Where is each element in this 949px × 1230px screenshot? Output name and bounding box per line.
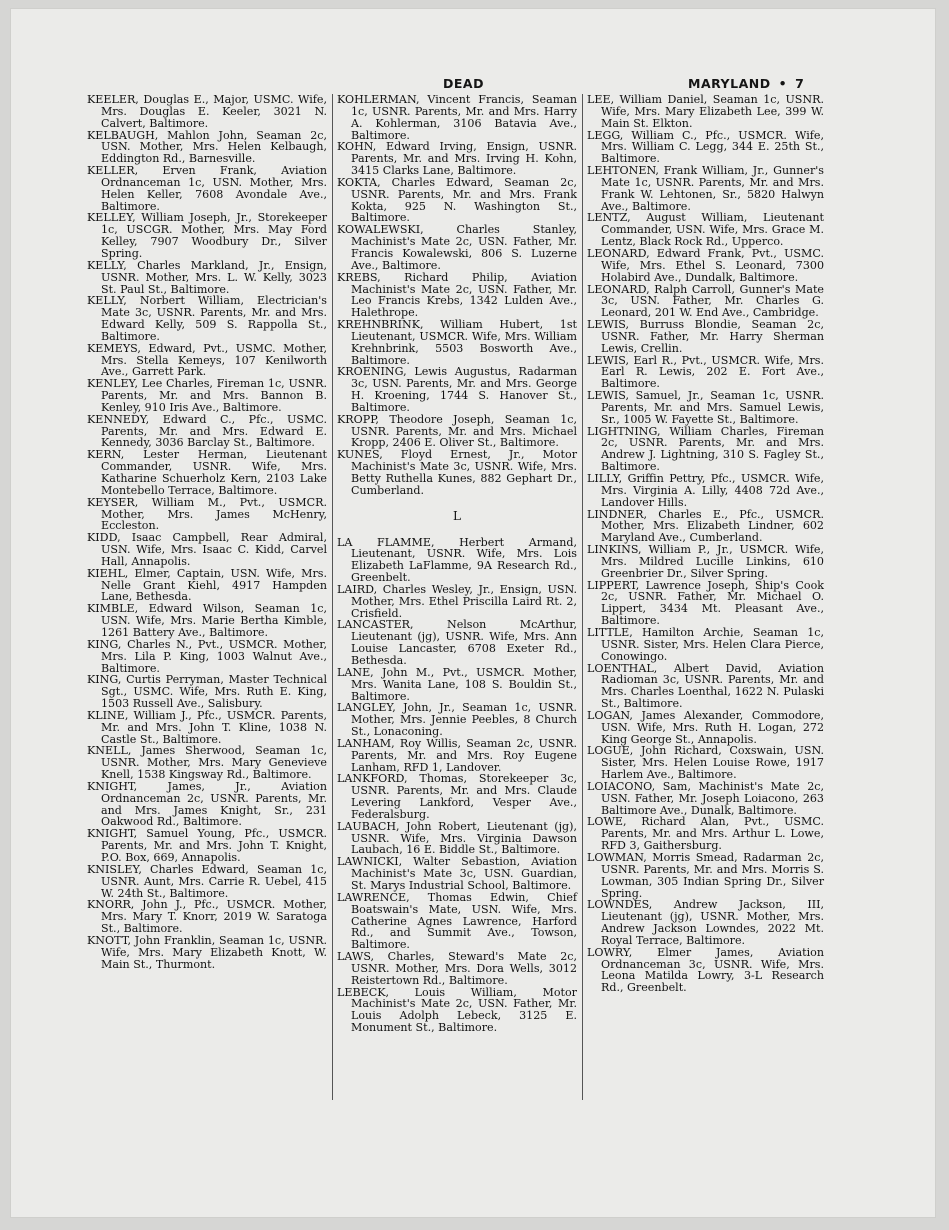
column-1 bbox=[87, 94, 327, 970]
casualty-entry: LEWIS, Burruss Blondie, Seaman 2c, USNR. Father, Mr. Harry Sherman Lewis, Crellin. bbox=[587, 318, 824, 355]
casualty-entry: LIPPERT, Lawrence Joseph, Ship's Cook 2c, USNR. Father, Mr. Michael O. Lippert, 3434 Mt. Pleasant Ave., Baltimore. bbox=[587, 578, 824, 628]
casualty-entry: LITTLE, Hamilton Archie, Seaman 1c, USNR. Sister, Mrs. Helen Clara Pierce, Conowingo. bbox=[587, 625, 824, 663]
casualty-entry: LAWNICKI, Walter Sebastion, Aviation Machinist's Mate 3c, USN. Guardian, St. Marys Industrial School, Baltimore. bbox=[337, 855, 577, 892]
page-number: 7 bbox=[795, 76, 805, 91]
casualty-entry: KING, Charles N., Pvt., USMCR. Mother, Mrs. Lila P. King, 1003 Walnut Ave., Baltimore. bbox=[87, 637, 327, 675]
casualty-entry: LANGLEY, John, Jr., Seaman 1c, USNR. Mother, Mrs. Jennie Peebles, 8 Church St., Lonaconing. bbox=[337, 701, 577, 739]
casualty-entry: LAUBACH, John Robert, Lieutenant (jg), USNR. Wife, Mrs. Virginia Dawson Laubach, 16 E. Biddle St., Baltimore. bbox=[337, 819, 577, 857]
casualty-entry: KNIGHT, James, Jr., Aviation Ordnanceman 2c, USNR. Parents, Mr. and Mrs. James Knight, Sr., 231 Oakwood Rd., Baltimore. bbox=[87, 779, 327, 829]
casualty-entry: LAWRENCE, Thomas Edwin, Chief Boatswain's Mate, USN. Wife, Mrs. Catherine Agnes Lawrence, Harford Rd., and Summit Ave., Towson, Baltimore. bbox=[337, 890, 577, 952]
casualty-entry: KELLY, Norbert William, Electrician's Mate 3c, USNR. Parents, Mr. and Mrs. Edward Kelly, 509 S. Rappolla St., Baltimore. bbox=[87, 294, 327, 343]
casualty-entry: KOKTA, Charles Edward, Seaman 2c, USNR. Parents, Mr. and Mrs. Frank Kokta, 925 N. Washington St., Baltimore. bbox=[337, 175, 577, 225]
casualty-entry: LEONARD, Ralph Carroll, Gunner's Mate 3c, USN. Father, Mr. Charles G. Leonard, 201 W. End Ave., Cambridge. bbox=[587, 282, 824, 320]
casualty-entry: KNIGHT, Samuel Young, Pfc., USMCR. Parents, Mr. and Mrs. John T. Knight, P.O. Box, 669, Annapolis. bbox=[87, 827, 327, 864]
casualty-entry: KOWALEWSKI, Charles Stanley, Machinist's Mate 2c, USN. Father, Mr. Francis Kowalewski, 806 S. Luzerne Ave., Baltimore. bbox=[337, 223, 577, 272]
casualty-entry: KNISLEY, Charles Edward, Seaman 1c, USNR. Aunt, Mrs. Carrie R. Uebel, 415 W. 24th St., Baltimore. bbox=[87, 862, 327, 900]
casualty-entry: KROENING, Lewis Augustus, Radarman 3c, USN. Parents, Mr. and Mrs. George H. Kroening, 1744 S. Hanover St., Baltimore. bbox=[337, 365, 577, 414]
casualty-entry: KEYSER, William M., Pvt., USMCR. Mother, Mrs. James McHenry, Eccleston. bbox=[87, 495, 327, 533]
casualty-entry: LOIACONO, Sam, Machinist's Mate 2c, USN. Father, Mr. Joseph Loiacono, 263 Baltimore Ave., Dunalk, Baltimore. bbox=[587, 779, 824, 817]
page-header-title: DEAD bbox=[443, 76, 484, 91]
casualty-entry: KROPP, Theodore Joseph, Seaman 1c, USNR. Parents, Mr. and Mrs. Michael Kropp, 2406 E. Oliver St., Baltimore. bbox=[337, 412, 577, 450]
casualty-entry: KIMBLE, Edward Wilson, Seaman 1c, USN. Wife, Mrs. Marie Bertha Kimble, 1261 Battery Ave., Baltimore. bbox=[87, 602, 327, 639]
casualty-entry: LILLY, Griffin Pettry, Pfc., USMCR. Wife, Mrs. Virginia A. Lilly, 4408 72d Ave., Landover Hills. bbox=[587, 472, 824, 509]
casualty-entry: LINKINS, William P., Jr., USMCR. Wife, Mrs. Mildred Lucille Linkins, 610 Greenbrier Dr., Silver Spring. bbox=[587, 543, 824, 580]
casualty-entry: KING, Curtis Perryman, Master Technical Sgt., USMC. Wife, Mrs. Ruth E. King, 1503 Russell Ave., Salisbury. bbox=[87, 673, 327, 711]
casualty-entry: LEWIS, Earl R., Pvt., USMCR. Wife, Mrs. Earl R. Lewis, 202 E. Fort Ave., Baltimore. bbox=[587, 353, 824, 391]
casualty-entry: LEONARD, Edward Frank, Pvt., USMC. Wife, Mrs. Ethel S. Leonard, 7300 Holabird Ave., Dundalk, Baltimore. bbox=[587, 246, 824, 284]
casualty-entry: LOGAN, James Alexander, Commodore, USN. Wife, Mrs. Ruth H. Logan, 272 King George St., Annapolis. bbox=[587, 708, 824, 746]
page-header-right bbox=[688, 76, 804, 91]
section-letter-heading: L bbox=[453, 508, 461, 523]
casualty-entry: LEWIS, Samuel, Jr., Seaman 1c, USNR. Parents, Mr. and Mrs. Samuel Lewis, Sr., 1005 W. Fayette St., Baltimore. bbox=[587, 389, 824, 426]
casualty-entry: KUNES, Floyd Ernest, Jr., Motor Machinist's Mate 3c, USNR. Wife, Mrs. Betty Ruthella Kunes, 882 Gephart Dr., Cumberland. bbox=[337, 448, 577, 497]
casualty-entry: KNOTT, John Franklin, Seaman 1c, USNR. Wife, Mrs. Mary Elizabeth Knott, W. Main St., Thurmont. bbox=[87, 933, 327, 971]
casualty-entry: LANCASTER, Nelson McArthur, Lieutenant (jg), USNR. Wife, Mrs. Ann Louise Lancaster, 6708 Exeter Rd., Bethesda. bbox=[337, 618, 577, 667]
column-divider bbox=[582, 94, 583, 1100]
casualty-entry: LINDNER, Charles E., Pfc., USMCR. Mother, Mrs. Elizabeth Lindner, 602 Maryland Ave., Cumberland. bbox=[587, 507, 824, 545]
casualty-entry: LANKFORD, Thomas, Storekeeper 3c, USNR. Parents, Mr. and Mrs. Claude Levering Lankford, Vesper Ave., Federalsburg. bbox=[337, 772, 577, 821]
casualty-entry: KNELL, James Sherwood, Seaman 1c, USNR. Mother, Mrs. Mary Genevieve Knell, 1538 Kingsway Rd., Baltimore. bbox=[87, 744, 327, 782]
casualty-entry: LEBECK, Louis William, Motor Machinist's Mate 2c, USN. Father, Mr. Louis Adolph Lebeck, 3125 E. Monument St., Baltimore. bbox=[337, 985, 577, 1035]
casualty-entry: LANHAM, Roy Willis, Seaman 2c, USNR. Parents, Mr. and Mrs. Roy Eugene Lanham, RFD 1, Landover. bbox=[337, 736, 577, 774]
casualty-entry: KIDD, Isaac Campbell, Rear Admiral, USN. Wife, Mrs. Isaac C. Kidd, Carvel Hall, Annapolis. bbox=[87, 531, 327, 568]
state-name: MARYLAND bbox=[688, 76, 771, 91]
casualty-entry: KELLEY, William Joseph, Jr., Storekeeper 1c, USCGR. Mother, Mrs. May Ford Kelley, 7907 Woodbury Dr., Silver Spring. bbox=[87, 211, 327, 260]
casualty-entry: LENTZ, August William, Lieutenant Commander, USN. Wife, Mrs. Grace M. Lentz, Black Rock Rd., Upperco. bbox=[587, 211, 824, 249]
bullet-separator: • bbox=[778, 76, 788, 91]
casualty-entry: LIGHTNING, William Charles, Fireman 2c, USNR. Parents, Mr. and Mrs. Andrew J. Lightning, 310 S. Fagley St., Baltimore. bbox=[587, 424, 824, 474]
casualty-entry: KREHNBRINK, William Hubert, 1st Lieutenant, USMCR. Wife, Mrs. William Krehnbrink, 5503 Bosworth Ave., Baltimore. bbox=[337, 318, 577, 367]
casualty-entry: LANE, John M., Pvt., USMCR. Mother, Mrs. Wanita Lane, 108 S. Bouldin St., Baltimore. bbox=[337, 665, 577, 703]
casualty-entry: LAWS, Charles, Steward's Mate 2c, USNR. Mother, Mrs. Dora Wells, 3012 Reistertown Rd., Baltimore. bbox=[337, 950, 577, 987]
casualty-entry: LOWMAN, Morris Smead, Radarman 2c, USNR. Parents, Mr. and Mrs. Morris S. Lowman, 305 Indian Spring Dr., Silver Spring. bbox=[587, 851, 824, 900]
casualty-entry: LAIRD, Charles Wesley, Jr., Ensign, USN. Mother, Mrs. Ethel Priscilla Laird Rt. 2, Crisfield. bbox=[337, 582, 577, 620]
casualty-entry: KENNEDY, Edward C., Pfc., USMC. Parents, Mr. and Mrs. Edward E. Kennedy, 3036 Barclay St., Baltimore. bbox=[87, 412, 327, 450]
casualty-entry: KEMEYS, Edward, Pvt., USMC. Mother, Mrs. Stella Kemeys, 107 Kenilworth Ave., Garrett Park. bbox=[87, 341, 327, 379]
casualty-entry: KOHLERMAN, Vincent Francis, Seaman 1c, USNR. Parents, Mr. and Mrs. Harry A. Kohlerman, 3106 Batavia Ave., Baltimore. bbox=[337, 93, 577, 142]
casualty-entry: KNORR, John J., Pfc., USMCR. Mother, Mrs. Mary T. Knorr, 2019 W. Saratoga St., Baltimore. bbox=[87, 898, 327, 936]
casualty-entry: KENLEY, Lee Charles, Fireman 1c, USNR. Parents, Mr. and Mrs. Bannon B. Kenley, 910 Iris Ave., Baltimore. bbox=[87, 377, 327, 414]
casualty-entry: LA FLAMME, Herbert Armand, Lieutenant, USNR. Wife, Mrs. Lois Elizabeth LaFlamme, 9A Research Rd., Greenbelt. bbox=[337, 535, 577, 585]
casualty-entry: KLINE, William J., Pfc., USMCR. Parents, Mr. and Mrs. John T. Kline, 1038 N. Castle St., Baltimore. bbox=[87, 708, 327, 746]
casualty-entry: LEHTONEN, Frank William, Jr., Gunner's Mate 1c, USNR. Parents, Mr. and Mrs. Frank W. Lehtonen, Sr., 5820 Halwyn Ave., Baltimore. bbox=[587, 164, 824, 213]
casualty-entry: KELBAUGH, Mahlon John, Seaman 2c, USN. Mother, Mrs. Helen Kelbaugh, Eddington Rd., Barnesville. bbox=[87, 128, 327, 166]
casualty-entry: KOHN, Edward Irving, Ensign, USNR. Parents, Mr. and Mrs. Irving H. Kohn, 3415 Clarks Lane, Baltimore. bbox=[337, 140, 577, 178]
column-divider bbox=[332, 94, 333, 1100]
casualty-entry: KEELER, Douglas E., Major, USMC. Wife, Mrs. Douglas E. Keeler, 3021 N. Calvert, Baltimore. bbox=[87, 93, 327, 130]
casualty-entry: LOWNDES, Andrew Jackson, III, Lieutenant (jg), USNR. Mother, Mrs. Andrew Jackson Lowndes, 2022 Mt. Royal Terrace, Baltimore. bbox=[587, 898, 824, 947]
casualty-entry: LEE, William Daniel, Seaman 1c, USNR. Wife, Mrs. Mary Elizabeth Lee, 399 W. Main St. Elkton. bbox=[587, 93, 824, 130]
casualty-entry: KELLY, Charles Markland, Jr., Ensign, USNR. Mother, Mrs. L. W. Kelly, 3023 St. Paul St., Baltimore. bbox=[87, 258, 327, 296]
casualty-entry: LOWRY, Elmer James, Aviation Ordnanceman 3c, USNR. Wife, Mrs. Leona Matilda Lowry, 3-L Research Rd., Greenbelt. bbox=[587, 945, 824, 995]
casualty-entry: KELLER, Erven Frank, Aviation Ordnanceman 1c, USN. Mother, Mrs. Helen Keller, 7608 Avondale Ave., Baltimore. bbox=[87, 164, 327, 213]
casualty-entry: LOWE, Richard Alan, Pvt., USMC. Parents, Mr. and Mrs. Arthur L. Lowe, RFD 3, Gaithersburg. bbox=[587, 815, 824, 853]
casualty-entry: LOGUE, John Richard, Coxswain, USN. Sister, Mrs. Helen Louise Rowe, 1917 Harlem Ave., Baltimore. bbox=[587, 744, 824, 782]
casualty-entry: KIEHL, Elmer, Captain, USN. Wife, Mrs. Nelle Grant Kiehl, 4917 Hampden Lane, Bethesda. bbox=[87, 566, 327, 604]
casualty-entry: KERN, Lester Herman, Lieutenant Commander, USNR. Wife, Mrs. Katharine Schuerholz Kern, 2103 Lake Montebello Terrace, Baltimore. bbox=[87, 448, 327, 497]
casualty-entry: LEGG, William C., Pfc., USMCR. Wife, Mrs. William C. Legg, 344 E. 25th St., Baltimore. bbox=[587, 128, 824, 166]
column-2 bbox=[337, 94, 577, 1034]
column-3 bbox=[587, 94, 824, 994]
casualty-entry: LOENTHAL, Albert David, Aviation Radioman 3c, USNR. Parents, Mr. and Mrs. Charles Loenthal, 1622 N. Pulaski St., Baltimore. bbox=[587, 661, 824, 711]
casualty-entry: KREBS, Richard Philip, Aviation Machinist's Mate 2c, USN. Father, Mr. Leo Francis Krebs, 1342 Lulden Ave., Halethrope. bbox=[337, 270, 577, 320]
